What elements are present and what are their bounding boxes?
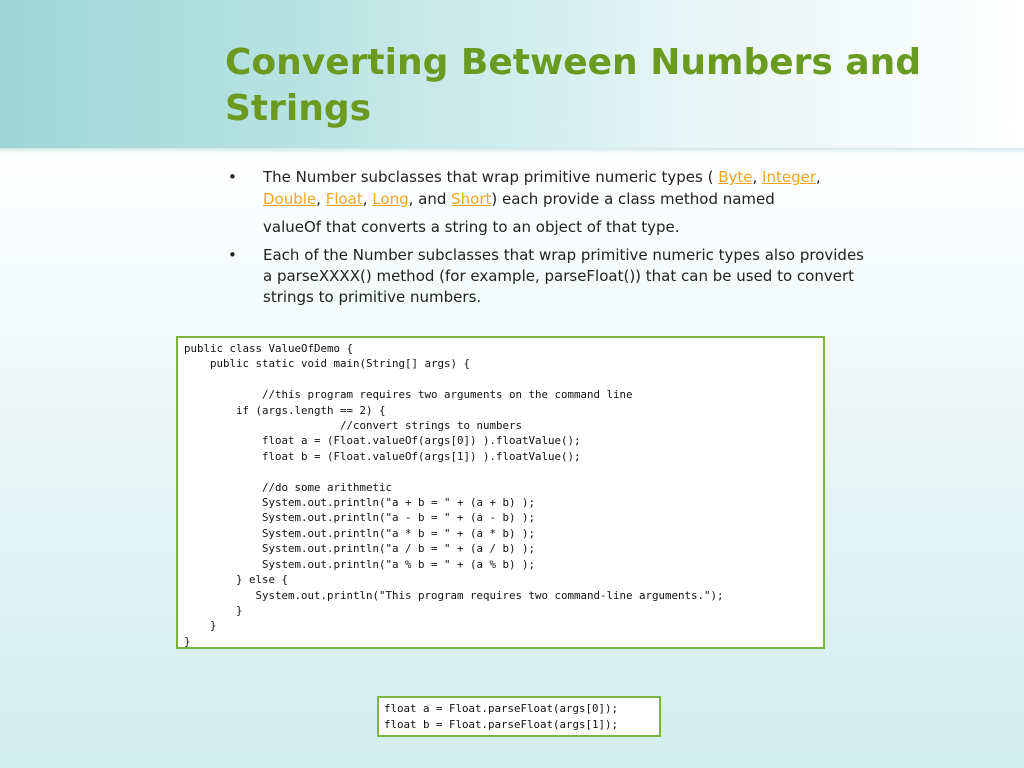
byte-link[interactable]: Byte (718, 168, 753, 186)
short-link[interactable]: Short (451, 190, 492, 208)
bullet-text: , and (408, 190, 452, 208)
header-shadow (0, 148, 1024, 154)
slide-title: Converting Between Numbers and Strings (225, 42, 922, 129)
double-link[interactable]: Double (263, 190, 317, 208)
bullet-text: , (316, 190, 326, 208)
bullet-dot-icon: • (228, 168, 237, 186)
integer-link[interactable]: Integer (762, 168, 816, 186)
bullet-text: Each of the Number subclasses that wrap primitive numeric types also provides a parseXXXX() method (for example, parseFloat()) that can be used to convert strings to primitive numbers. (263, 246, 864, 306)
bullet-text: valueOf that converts a string to an object of that type. (263, 218, 680, 236)
bullet-item (228, 166, 868, 238)
float-link[interactable]: Float (325, 190, 363, 208)
code-block: float a = Float.parseFloat(args[0]); float b = Float.parseFloat(args[1]); (384, 702, 619, 731)
bullet-text: , (816, 168, 821, 186)
parsefloat-code-box (377, 696, 661, 737)
bullet-dot-icon: • (228, 246, 237, 264)
valueof-demo-code-box (176, 336, 825, 649)
bullet-text: , (362, 190, 373, 208)
code-block: public class ValueOfDemo { public static void main(String[] args) { //this program requires two arguments on the command line if (args.length == 2) { //convert strings to numbers float a = (Float.valueOf(args[0]) ).floatValue(); float b = (Float.valueOf(args[1]) ).floatValue(); //do some arithmetic System.out.println("a + b = " + (a + b) ); System.out.println("a - b = " + (a - b) ); System.out.println("a * b = " + (a * b) ); System.out.println("a / b = " + (a / b) ); System.out.println("a % b = " + (a % b) ); } else { System.out.println("This program requires two command-line arguments."); } } } (184, 342, 724, 648)
bullet-text: , (752, 168, 763, 186)
bullet-text: ) each provide a class method named (491, 190, 775, 208)
long-link[interactable]: Long (372, 190, 409, 208)
bullet-list (228, 166, 868, 308)
bullet-text: The Number subclasses that wrap primitive numeric types ( (263, 168, 719, 186)
bullet-item (228, 245, 868, 308)
